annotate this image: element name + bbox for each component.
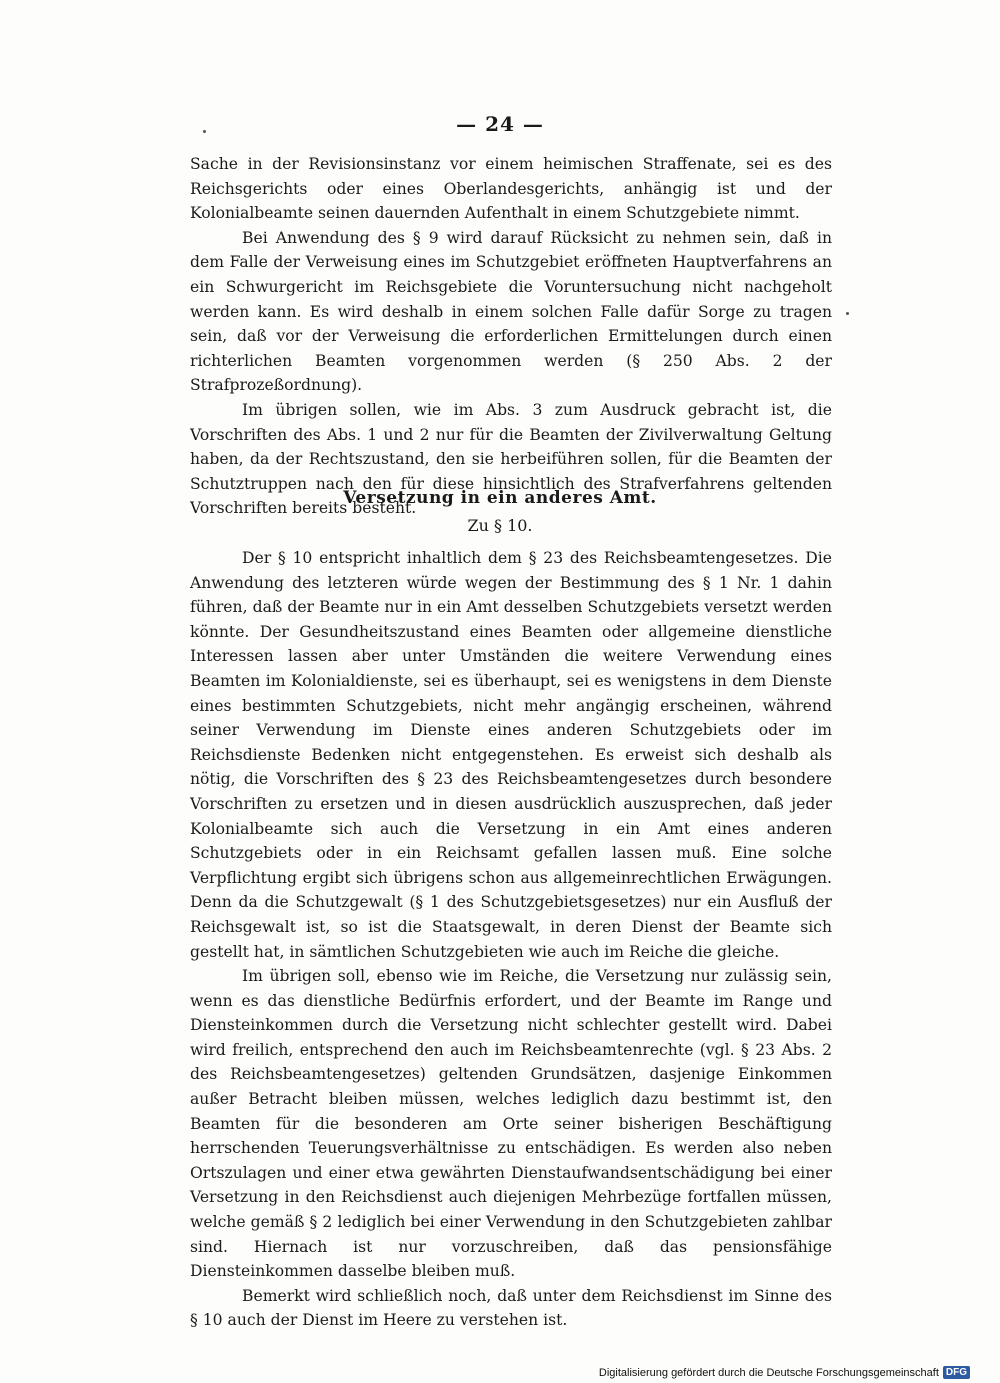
digitization-footer bbox=[599, 1366, 970, 1379]
footer-text: Digitalisierung gefördert durch die Deutsche Forschungsgemeinschaft bbox=[598, 1366, 939, 1379]
paragraph: Im übrigen soll, ebenso wie im Reiche, die Versetzung nur zulässig sein, wenn es das dienstliche Bedürfnis erfordert, und der Beamte im Range und Diensteinkommen durch die Versetzung nicht schlechter gestellt wird. Dabei wird freilich, entsprechend den auch im Reichsbeamtenrechte (vgl. § 23 Abs. 2 des Reichsbeamtengesetzes) geltenden Grundsätzen, dasjenige Einkommen außer Betracht bleiben müssen, welches lediglich dazu bestimmt ist, den Beamten für die besonderen am Orte seiner bisherigen Beschäftigung herrschenden Teuerungsverhältnisse zu entschädigen. Es werden also neben Ortszulagen und einer etwa gewährten Dienstaufwandsentschädigung bei einer Versetzung in den Reichsdienst auch diejenigen Mehrbezüge fortfallen müssen, welche gemäß § 2 lediglich bei einer Verwendung in den Schutzgebieten zahlbar sind. Hiernach ist nur vorzuschreiben, daß das pensionsfähige Diensteinkommen dasselbe bleiben muß. bbox=[190, 967, 832, 1281]
section-subtitle: Zu § 10. bbox=[467, 516, 533, 535]
paragraph: Bei Anwendung des § 9 wird darauf Rücksicht zu nehmen sein, daß in dem Falle der Verweisung eines im Schutzgebiet eröffneten Hauptverfahrens an ein Schwurgericht im Reichsgebiete die Voruntersuchung nicht nachgeholt werden kann. Es wird deshalb in einem solchen Falle dafür Sorge zu tragen sein, daß vor der Verweisung die erforderlichen Ermittelungen durch einen richterlichen Beamten vorgenommen werden (§ 250 Abs. 2 der Strafprozeßordnung). bbox=[190, 228, 832, 395]
dfg-logo: DFG bbox=[943, 1366, 970, 1379]
text-block-top bbox=[190, 152, 832, 521]
paragraph: Im übrigen sollen, wie im Abs. 3 zum Ausdruck gebracht ist, die Vorschriften des Abs. 1 und 2 nur für die Beamten der Zivilverwaltung Geltung haben, da der Rechtszustand, den sie herbeiführen sollen, für die Beamten der Schutztruppen nach den für diese hinsichtlich des Strafverfahrens geltenden Vorschriften bereits besteht. bbox=[190, 400, 832, 518]
paragraph: Sache in der Revisionsinstanz vor einem heimischen Straffenate, sei es des Reichsgerichts oder eines Oberlandesgerichts, anhängig ist und der Kolonialbeamte seinen dauernden Aufenthalt in einem Schutzgebiete nimmt. bbox=[190, 155, 832, 223]
page-number: — 24 — bbox=[456, 112, 544, 136]
paragraph: Der § 10 entspricht inhaltlich dem § 23 des Reichsbeamtengesetzes. Die Anwendung des letzteren würde wegen der Bestimmung des § 1 Nr. 1 dahin führen, daß der Beamte nur in ein Amt desselben Schutzgebiets versetzt werden könnte. Der Gesundheitszustand eines Beamten oder allgemeine dienstliche Interessen lassen aber unter Umständen die weitere Verwendung eines Beamten im Kolonialdienste, sei es überhaupt, sei es wenigstens in dem Dienste eines bestimmten Schutzgebiets, nicht mehr angängig erscheinen, während seiner Verwendung im Dienste eines anderen Schutzgebiets oder im Reichsdienste Bedenken nicht entgegenstehen. Es erweist sich deshalb als nötig, die Vorschriften des § 23 des Reichsbeamtengesetzes durch besondere Vorschriften zu ersetzen und in diesen ausdrücklich auszusprechen, daß jeder Kolonialbeamte sich auch die Versetzung in ein Amt eines anderen Schutzgebiets oder in ein Reichsamt gefallen lassen muß. Eine solche Verpflichtung ergibt sich übrigens schon aus allgemeinrechtlichen Erwägungen. Denn da die Schutzgewalt (§ 1 des Schutzgebietsgesetzes) nur ein Ausfluß der Reichsgewalt ist, so ist die Staatsgewalt, in deren Dienst der Beamte sich gestellt hat, in sämtlichen Schutzgebieten wie auch im Reiche die gleiche. bbox=[190, 549, 832, 961]
section-title: Versetzung in ein anderes Amt. bbox=[343, 488, 657, 508]
paragraph: Bemerkt wird schließlich noch, daß unter dem Reichsdienst im Sinne des § 10 auch der Dienst im Heere zu verstehen ist. bbox=[190, 1286, 832, 1330]
text-block-bottom bbox=[190, 546, 832, 1333]
scan-speck bbox=[846, 312, 849, 315]
